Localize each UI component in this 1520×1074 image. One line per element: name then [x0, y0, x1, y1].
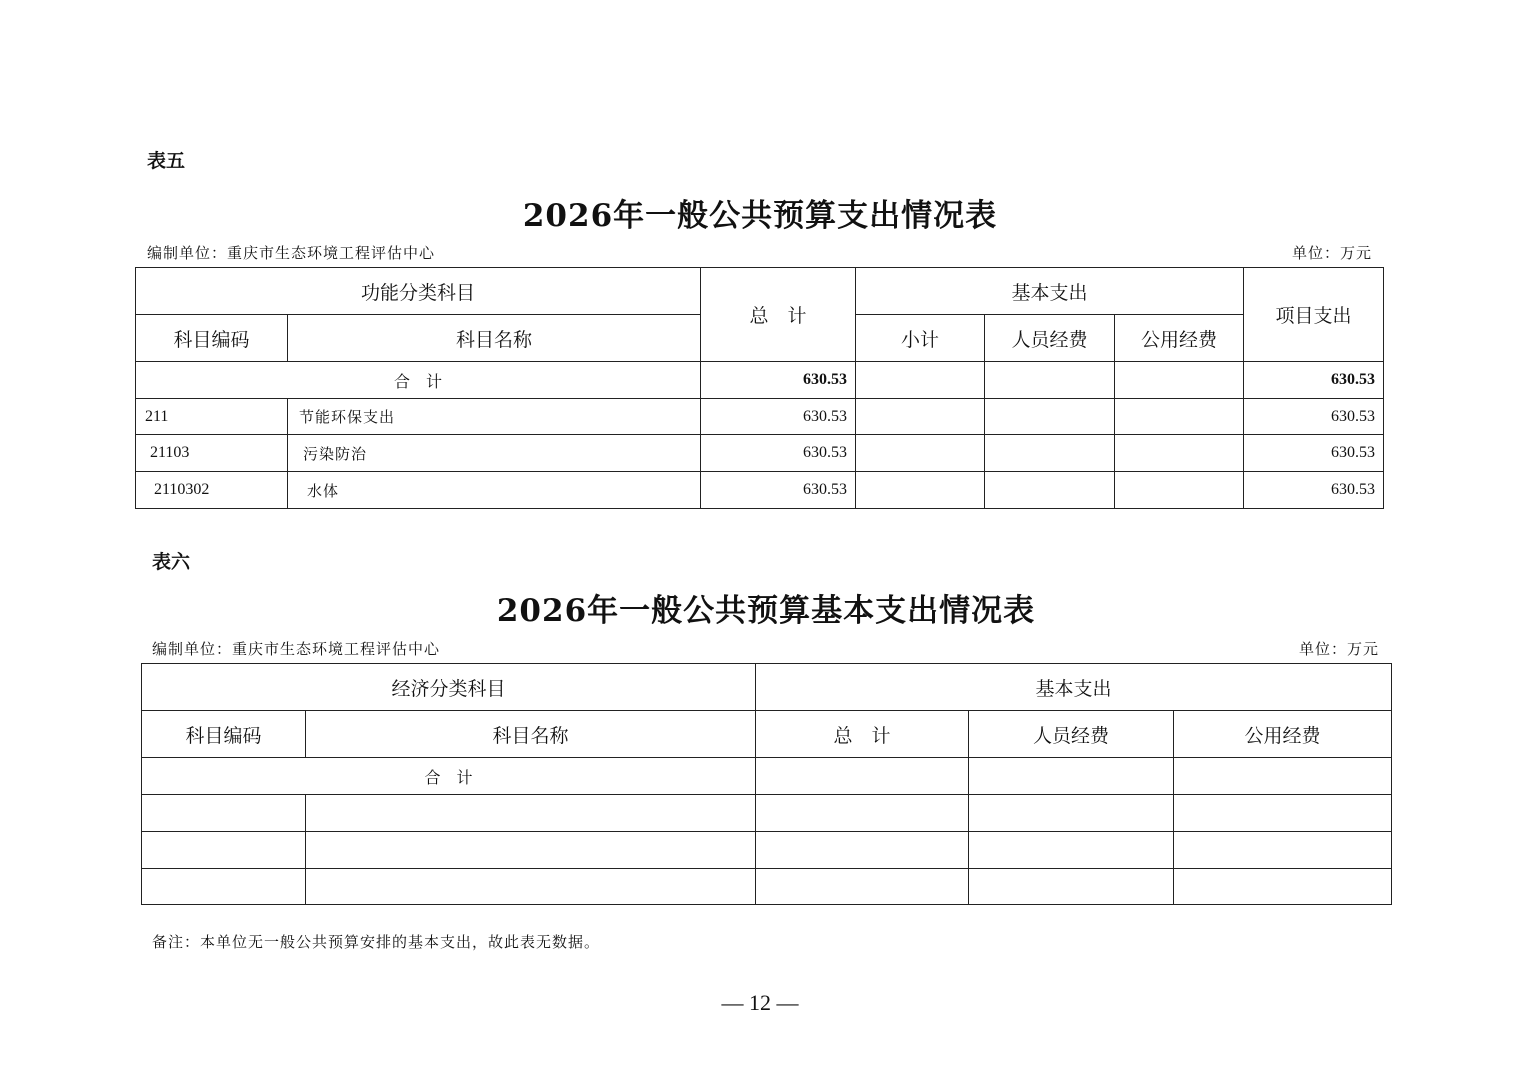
row-public [1115, 435, 1244, 472]
row-name: 污染防治 [288, 435, 701, 472]
row-personnel [985, 399, 1115, 435]
row-project: 630.53 [1244, 399, 1384, 435]
header-personnel: 人员经费 [985, 315, 1115, 362]
header-func-category: 功能分类科目 [136, 268, 701, 315]
row-subtotal [856, 472, 985, 509]
header-code: 科目编码 [136, 315, 288, 362]
header-public: 公用经费 [1174, 711, 1392, 758]
header-total: 总 计 [756, 711, 969, 758]
table6-note: 备注：本单位无一般公共预算安排的基本支出，故此表无数据。 [152, 933, 601, 951]
row-personnel [985, 472, 1115, 509]
header-basic: 基本支出 [756, 664, 1392, 711]
header-subtotal: 小计 [856, 315, 985, 362]
table-row [142, 869, 1392, 905]
table-row [136, 435, 1384, 472]
table6-label: 表六 [152, 551, 191, 573]
row-total: 630.53 [701, 472, 856, 509]
row-name: 节能环保支出 [288, 399, 701, 435]
page-number: — 12 — [721, 990, 799, 1015]
table5-title: 2026年一般公共预算支出情况表 [522, 198, 998, 234]
row-code: 2110302 [136, 472, 288, 509]
row-total: 630.53 [701, 435, 856, 472]
row-public [1115, 399, 1244, 435]
sum-label: 合 计 [142, 758, 756, 795]
header-public: 公用经费 [1115, 315, 1244, 362]
header-econ-category: 经济分类科目 [142, 664, 756, 711]
row-subtotal [856, 399, 985, 435]
sum-personnel [985, 362, 1115, 399]
header-total: 总 计 [701, 268, 856, 362]
table5-label: 表五 [147, 150, 186, 172]
row-project: 630.53 [1244, 435, 1384, 472]
row-name: 水体 [288, 472, 701, 509]
header-personnel: 人员经费 [969, 711, 1174, 758]
sum-project: 630.53 [1244, 362, 1384, 399]
row-code: 211 [136, 399, 288, 435]
table5 [135, 267, 1384, 509]
row-total: 630.53 [701, 399, 856, 435]
table6-org: 编制单位：重庆市生态环境工程评估中心 [152, 640, 441, 658]
header-code: 科目编码 [142, 711, 306, 758]
sum-public [1174, 758, 1392, 795]
header-project: 项目支出 [1244, 268, 1384, 362]
row-code: 21103 [136, 435, 288, 472]
table-row-sum [136, 362, 1384, 399]
sum-total: 630.53 [701, 362, 856, 399]
header-basic: 基本支出 [856, 268, 1244, 315]
row-public [1115, 472, 1244, 509]
table6-title: 2026年一般公共预算基本支出情况表 [496, 593, 1036, 629]
table6 [141, 663, 1392, 905]
header-name: 科目名称 [306, 711, 756, 758]
sum-label: 合 计 [136, 362, 701, 399]
table-row [142, 832, 1392, 869]
table-row [136, 472, 1384, 509]
table-row [142, 795, 1392, 832]
row-project: 630.53 [1244, 472, 1384, 509]
table-row [136, 399, 1384, 435]
sum-subtotal [856, 362, 985, 399]
sum-total [756, 758, 969, 795]
row-subtotal [856, 435, 985, 472]
table-row-sum [142, 758, 1392, 795]
header-name: 科目名称 [288, 315, 701, 362]
table5-org: 编制单位：重庆市生态环境工程评估中心 [147, 244, 436, 262]
table6-unit: 单位：万元 [1298, 640, 1379, 658]
row-personnel [985, 435, 1115, 472]
sum-public [1115, 362, 1244, 399]
table5-unit: 单位：万元 [1291, 244, 1372, 262]
sum-personnel [969, 758, 1174, 795]
